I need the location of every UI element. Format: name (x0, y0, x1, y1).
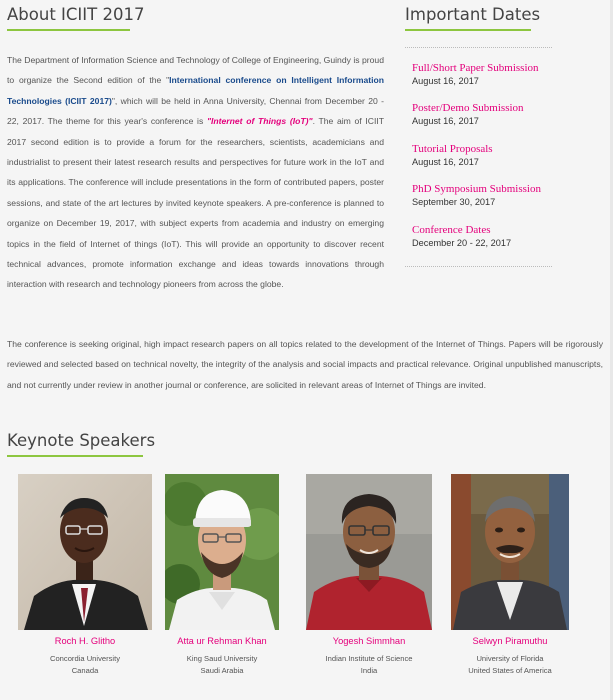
date-label: PhD Symposium Submission (412, 183, 541, 195)
speaker-country: Saudi Arabia (200, 665, 244, 675)
date-label: Poster/Demo Submission (412, 102, 524, 114)
speaker-photo[interactable] (18, 474, 152, 630)
date-label: Tutorial Proposals (412, 143, 493, 155)
date-value: December 20 - 22, 2017 (412, 238, 512, 248)
keynote-speakers-grid (0, 474, 613, 700)
important-dates-heading: Important Dates (405, 5, 540, 31)
date-item (412, 62, 539, 88)
speaker-name[interactable]: Yogesh Simmhan (332, 636, 406, 646)
speaker-institution: Indian Institute of Science (325, 654, 413, 663)
speaker-country: Canada (71, 665, 99, 675)
keynote-speakers-heading: Keynote Speakers (7, 431, 155, 457)
about-text-2: ", which will be held in Anna University, Chennai from December 20 - 22, 2017. The theme for this year's conference is (7, 95, 384, 127)
about-heading: About ICIIT 2017 (7, 5, 144, 31)
speaker-card[interactable] (15, 474, 155, 676)
date-item (412, 143, 493, 169)
speaker-photo[interactable] (451, 474, 569, 630)
speaker-card[interactable] (152, 474, 292, 676)
about-paragraph (7, 50, 384, 295)
speaker-affiliation (299, 653, 439, 676)
about-text-1: The Department of Information Science and Technology of College of Engineering, Guindy is proud to organize the Second edition of the " (7, 55, 384, 86)
date-value: August 16, 2017 (412, 76, 479, 86)
date-value: August 16, 2017 (412, 116, 479, 126)
about-text-3: . The aim of ICIIT 2017 second edition is to provide a forum for the researchers, scientists, academicians and industrialist to present their latest research results and perspectives for future work in the IoT and its applications. The conference will include presentations in the form of contributed papers, poster sessions, and state of the art lectures by invited keynote speakers. A pre-conference is planned to organize on December 19, 2017, with subject experts from academia and industry on emerging topics in the field of Internet of things (IoT). This will provide an opportunity to discover recent technical advances, promote information exchange and ideas towards innovations through interaction with research and technology pioneers from across the globe. (7, 116, 384, 290)
speaker-card[interactable] (299, 474, 439, 676)
date-item (412, 224, 511, 250)
date-label: Full/Short Paper Submission (412, 62, 539, 74)
date-label: Conference Dates (412, 224, 491, 236)
speaker-photo[interactable] (306, 474, 432, 630)
speaker-affiliation (440, 653, 580, 676)
date-item (412, 183, 541, 209)
conference-name: International conference on Intelligent Information Technologies (ICIIT 2017) (7, 75, 384, 106)
speaker-affiliation (152, 653, 292, 676)
speaker-country: India (360, 665, 378, 675)
speaker-card[interactable] (440, 474, 580, 676)
important-dates-list (405, 47, 552, 267)
speaker-name[interactable]: Selwyn Piramuthu (472, 636, 548, 646)
date-value: August 16, 2017 (412, 157, 479, 167)
speaker-photo[interactable] (165, 474, 279, 630)
speaker-institution: Concordia University (49, 654, 121, 663)
date-item (412, 102, 524, 128)
call-for-papers-paragraph: The conference is seeking original, high impact research papers on all topics related to the development of the Internet of Things. Papers will be rigorously reviewed and selected based on technical novelty, the integrity of the analysis and social impacts and practical relevance. Original unpublished manuscripts, and not currently under review in another journal or conference, are solicited in relevant areas of Internet of Things are invited. (7, 339, 603, 390)
date-value: September 30, 2017 (412, 197, 496, 207)
speaker-name[interactable]: Atta ur Rehman Khan (177, 636, 267, 646)
speaker-institution: King Saud University (186, 654, 258, 663)
speaker-affiliation (15, 653, 155, 676)
speaker-country: United States of America (468, 665, 552, 675)
speaker-name[interactable]: Roch H. Glitho (54, 636, 116, 646)
speaker-institution: University of Florida (476, 654, 544, 663)
conference-theme: "Internet of Things (IoT)" (206, 116, 313, 127)
